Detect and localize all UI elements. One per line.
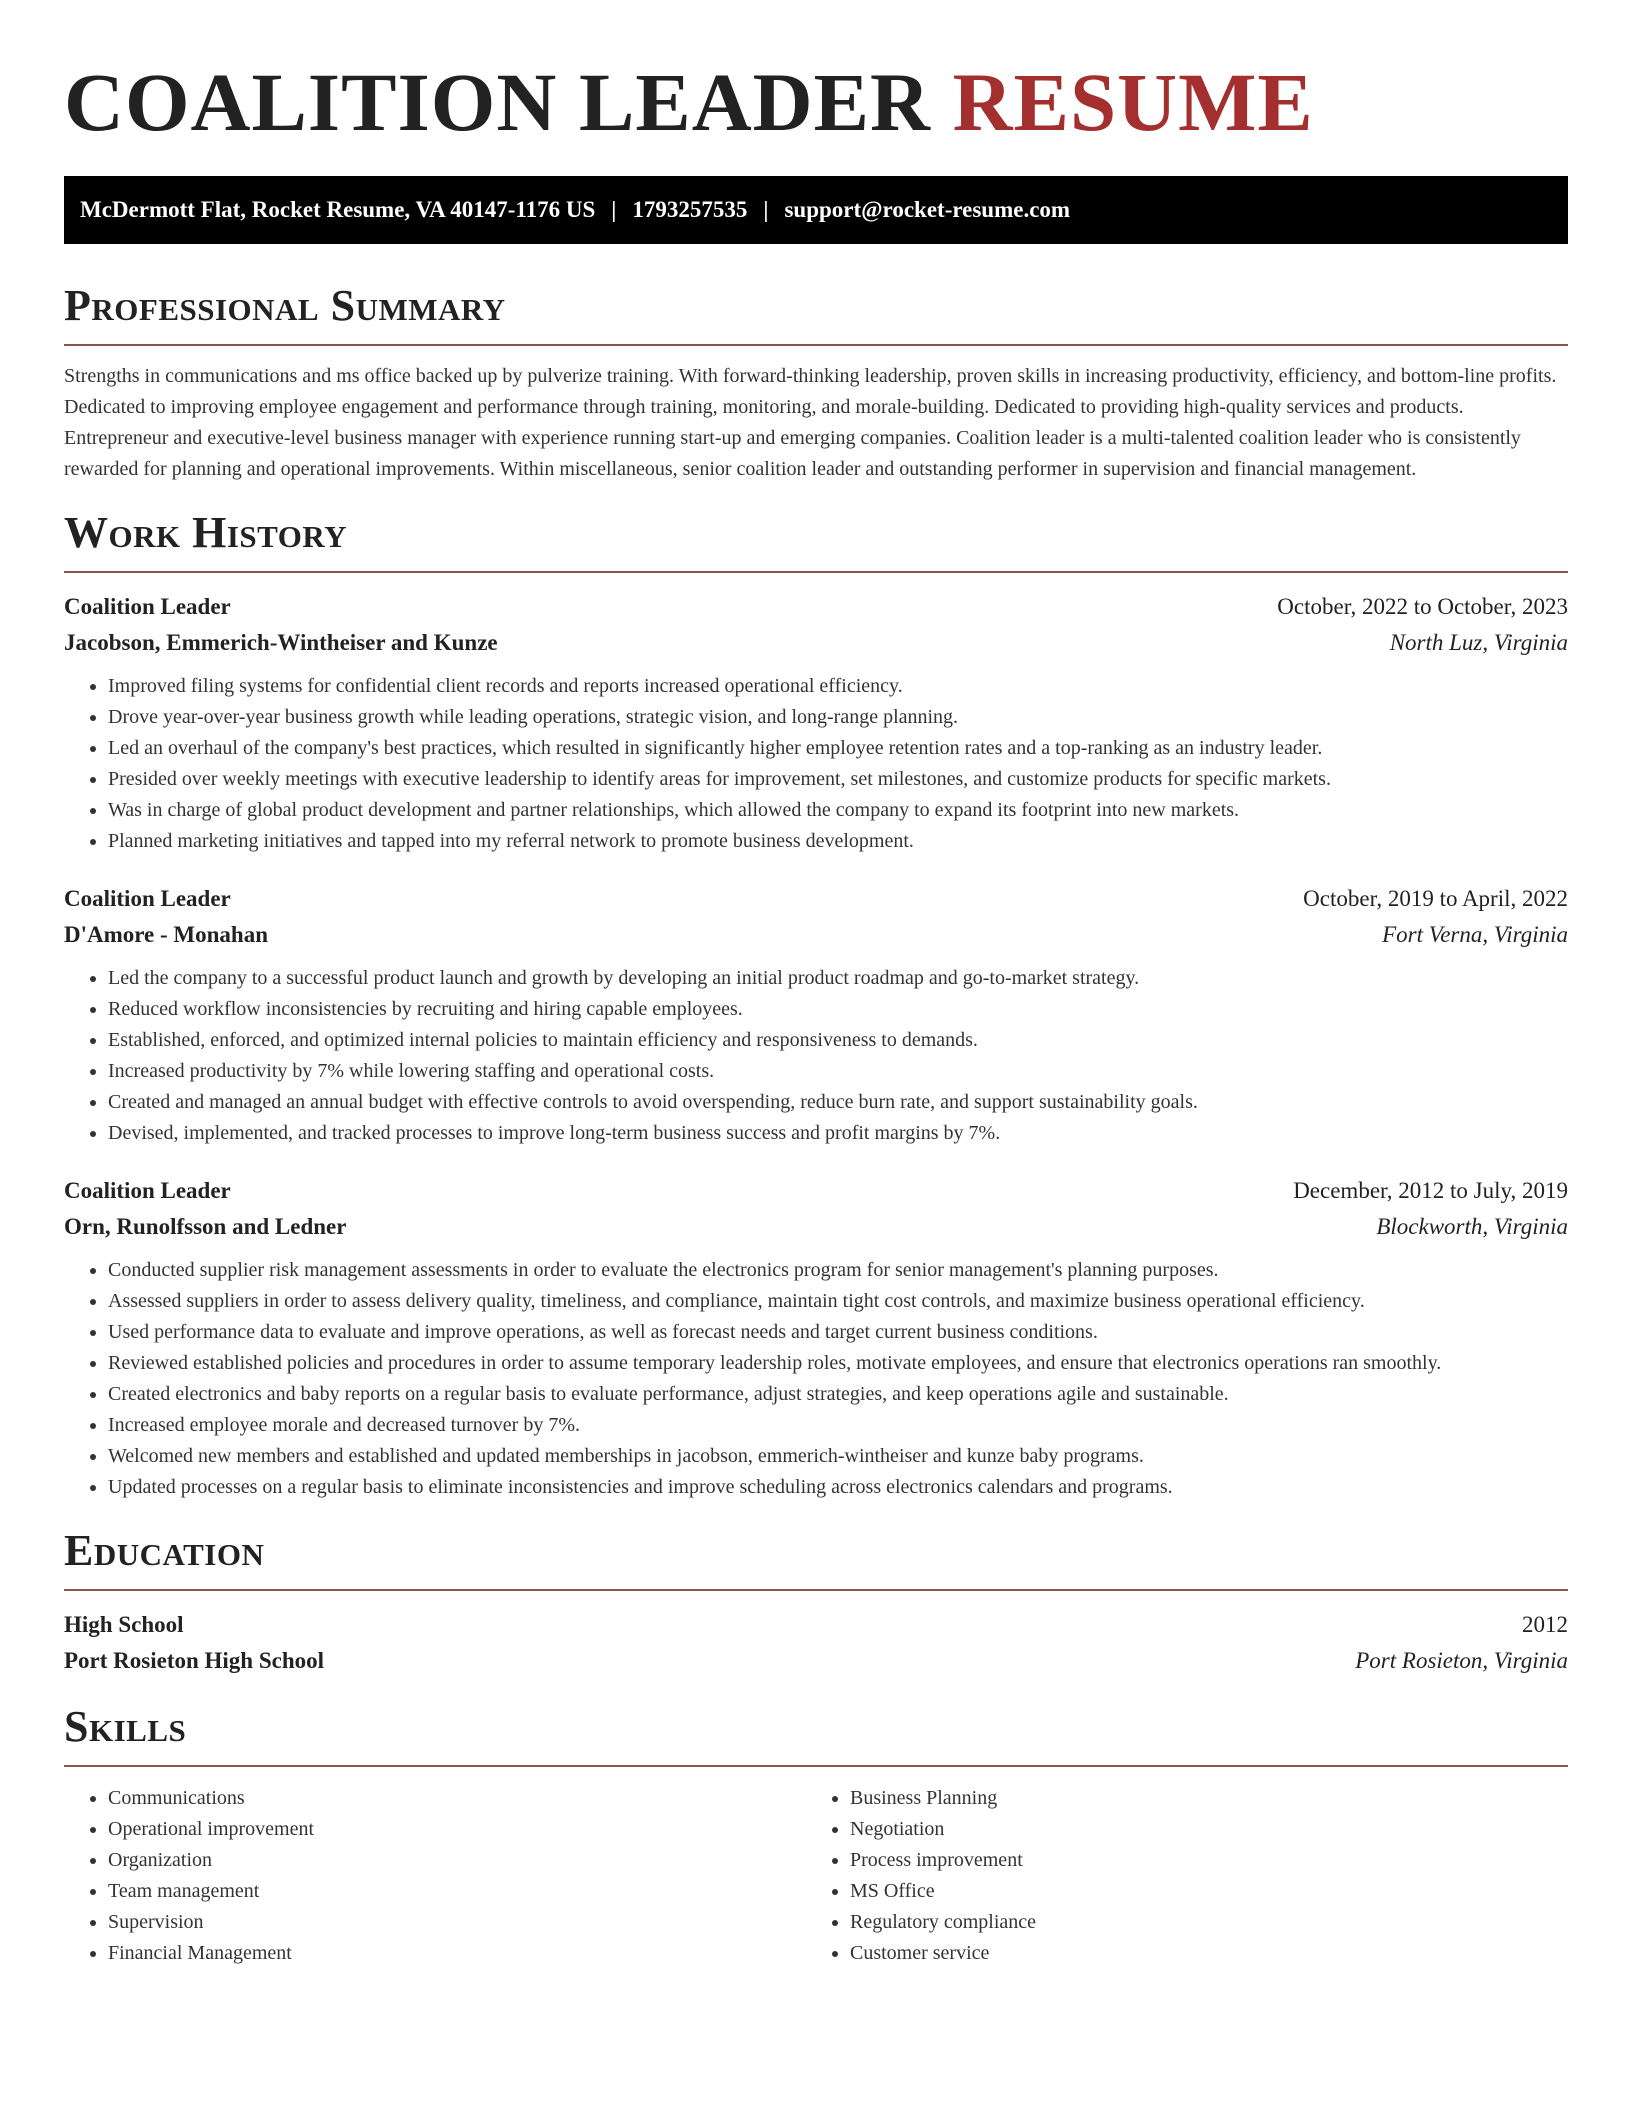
section-divider (64, 571, 1568, 573)
job-bullet: • Reduced workflow inconsistencies by recruiting and hiring capable employees. (108, 994, 1568, 1025)
job-entry (64, 1173, 1568, 1503)
education-entry (64, 1607, 1568, 1679)
job-title: Coalition Leader (64, 886, 231, 911)
job-location: North Luz, Virginia (1389, 630, 1568, 655)
job-bullet: • Led the company to a successful product launch and growth by developing an initial product roadmap and go-to-market strategy. (108, 963, 1568, 994)
job-location: Blockworth, Virginia (1376, 1214, 1568, 1239)
section-heading: Skills (64, 1702, 187, 1751)
job-bullet: • Created and managed an annual budget with effective controls to avoid overspending, reduce burn rate, and support sustainability goals. (108, 1087, 1568, 1118)
skill-item: • Operational improvement (108, 1814, 806, 1845)
skill-item: • Supervision (108, 1907, 806, 1938)
job-bullets (64, 963, 1568, 1149)
work-history-section (64, 507, 1568, 1503)
job-company: Orn, Runolfsson and Ledner (64, 1214, 347, 1239)
job-bullet: • Presided over weekly meetings with executive leadership to identify areas for improvement, set milestones, and customize products for specific markets. (108, 764, 1568, 795)
job-entry (64, 589, 1568, 857)
job-header-row (64, 881, 1568, 917)
job-company-row (64, 625, 1568, 661)
contact-separator: | (611, 197, 617, 222)
education-location: Port Rosieton, Virginia (1355, 1648, 1568, 1673)
job-bullet: • Increased productivity by 7% while lowering staffing and operational costs. (108, 1056, 1568, 1087)
section-heading: Professional Summary (64, 281, 506, 330)
job-header-row (64, 589, 1568, 625)
job-title: Coalition Leader (64, 1178, 231, 1203)
skills-column-right (806, 1783, 1548, 1969)
skill-item: • Financial Management (108, 1938, 806, 1969)
job-bullet: • Devised, implemented, and tracked processes to improve long-term business success and profit margins by 7%. (108, 1118, 1568, 1149)
title-main: COALITION LEADER (64, 56, 931, 148)
job-header-row (64, 1173, 1568, 1209)
job-bullets (64, 1255, 1568, 1503)
job-bullet: • Used performance data to evaluate and improve operations, as well as forecast needs and target current business conditions. (108, 1317, 1568, 1348)
contact-email: support@rocket-resume.com (784, 197, 1071, 222)
job-dates: December, 2012 to July, 2019 (1293, 1178, 1568, 1203)
education-degree: High School (64, 1612, 184, 1637)
skill-item: • MS Office (850, 1876, 1548, 1907)
job-entry (64, 881, 1568, 1149)
job-company: Jacobson, Emmerich-Wintheiser and Kunze (64, 630, 498, 655)
education-year: 2012 (1522, 1612, 1568, 1637)
job-bullet: • Drove year-over-year business growth while leading operations, strategic vision, and long-range planning. (108, 702, 1568, 733)
summary-section (64, 280, 1568, 485)
contact-phone: 1793257535 (632, 197, 748, 222)
job-bullets (64, 671, 1568, 857)
resume-title (64, 52, 1568, 152)
job-location: Fort Verna, Virginia (1382, 922, 1568, 947)
title-accent: RESUME (952, 56, 1314, 148)
job-bullet: • Was in charge of global product development and partner relationships, which allowed the company to expand its footprint into new markets. (108, 795, 1568, 826)
job-bullet: • Welcomed new members and established and updated memberships in jacobson, emmerich-wintheiser and kunze baby programs. (108, 1441, 1568, 1472)
section-divider (64, 344, 1568, 346)
skill-item: • Business Planning (850, 1783, 1548, 1814)
skill-item: • Organization (108, 1845, 806, 1876)
contact-bar (64, 176, 1568, 244)
job-company: D'Amore - Monahan (64, 922, 269, 947)
job-title: Coalition Leader (64, 594, 231, 619)
job-bullet: • Increased employee morale and decreased turnover by 7%. (108, 1410, 1568, 1441)
job-bullet: • Established, enforced, and optimized internal policies to maintain efficiency and responsiveness to demands. (108, 1025, 1568, 1056)
contact-address: McDermott Flat, Rocket Resume, VA 40147-1176 US (80, 197, 596, 222)
skills-column-left (64, 1783, 806, 1969)
job-bullet: • Led an overhaul of the company's best practices, which resulted in significantly higher employee retention rates and a top-ranking as an industry leader. (108, 733, 1568, 764)
job-dates: October, 2022 to October, 2023 (1277, 594, 1568, 619)
section-divider (64, 1765, 1568, 1767)
job-bullet: • Created electronics and baby reports on a regular basis to evaluate performance, adjust strategies, and keep operations agile and sustainable. (108, 1379, 1568, 1410)
skill-item: • Negotiation (850, 1814, 1548, 1845)
summary-text: Strengths in communications and ms office backed up by pulverize training. With forward-thinking leadership, proven skills in increasing productivity, efficiency, and bottom-line profits. Dedicated to improving employee engagement and performance through training, monitoring, and morale-building. Dedicated to providing high-quality services and products. Entrepreneur and executive-level business manager with experience running start-up and emerging companies. Coalition leader is a multi-talented coalition leader who is consistently rewarded for planning and operational improvements. Within miscellaneous, senior coalition leader and outstanding performer in supervision and financial management. (64, 365, 1557, 480)
skill-item: • Process improvement (850, 1845, 1548, 1876)
job-bullet: • Reviewed established policies and procedures in order to assume temporary leadership roles, motivate employees, and ensure that electronics operations ran smoothly. (108, 1348, 1568, 1379)
job-dates: October, 2019 to April, 2022 (1303, 886, 1568, 911)
section-heading: Education (64, 1526, 265, 1575)
skill-item: • Customer service (850, 1938, 1548, 1969)
skill-item: • Team management (108, 1876, 806, 1907)
job-bullet: • Improved filing systems for confidential client records and reports increased operational efficiency. (108, 671, 1568, 702)
job-bullet: • Assessed suppliers in order to assess delivery quality, timeliness, and compliance, maintain tight cost controls, and maximize business operational efficiency. (108, 1286, 1568, 1317)
skills-list (64, 1783, 1568, 1969)
education-header-row (64, 1607, 1568, 1643)
skills-section (64, 1701, 1568, 1969)
job-bullet: • Conducted supplier risk management assessments in order to evaluate the electronics program for senior management's planning purposes. (108, 1255, 1568, 1286)
job-bullet: • Updated processes on a regular basis to eliminate inconsistencies and improve scheduling across electronics calendars and programs. (108, 1472, 1568, 1503)
education-school: Port Rosieton High School (64, 1648, 325, 1673)
education-section (64, 1525, 1568, 1679)
skill-item: • Regulatory compliance (850, 1907, 1548, 1938)
job-company-row (64, 917, 1568, 953)
section-divider (64, 1589, 1568, 1591)
job-company-row (64, 1209, 1568, 1245)
skill-item: • Communications (108, 1783, 806, 1814)
job-bullet: • Planned marketing initiatives and tapped into my referral network to promote business development. (108, 826, 1568, 857)
contact-separator: | (763, 197, 769, 222)
education-school-row (64, 1643, 1568, 1679)
section-heading: Work History (64, 508, 348, 557)
